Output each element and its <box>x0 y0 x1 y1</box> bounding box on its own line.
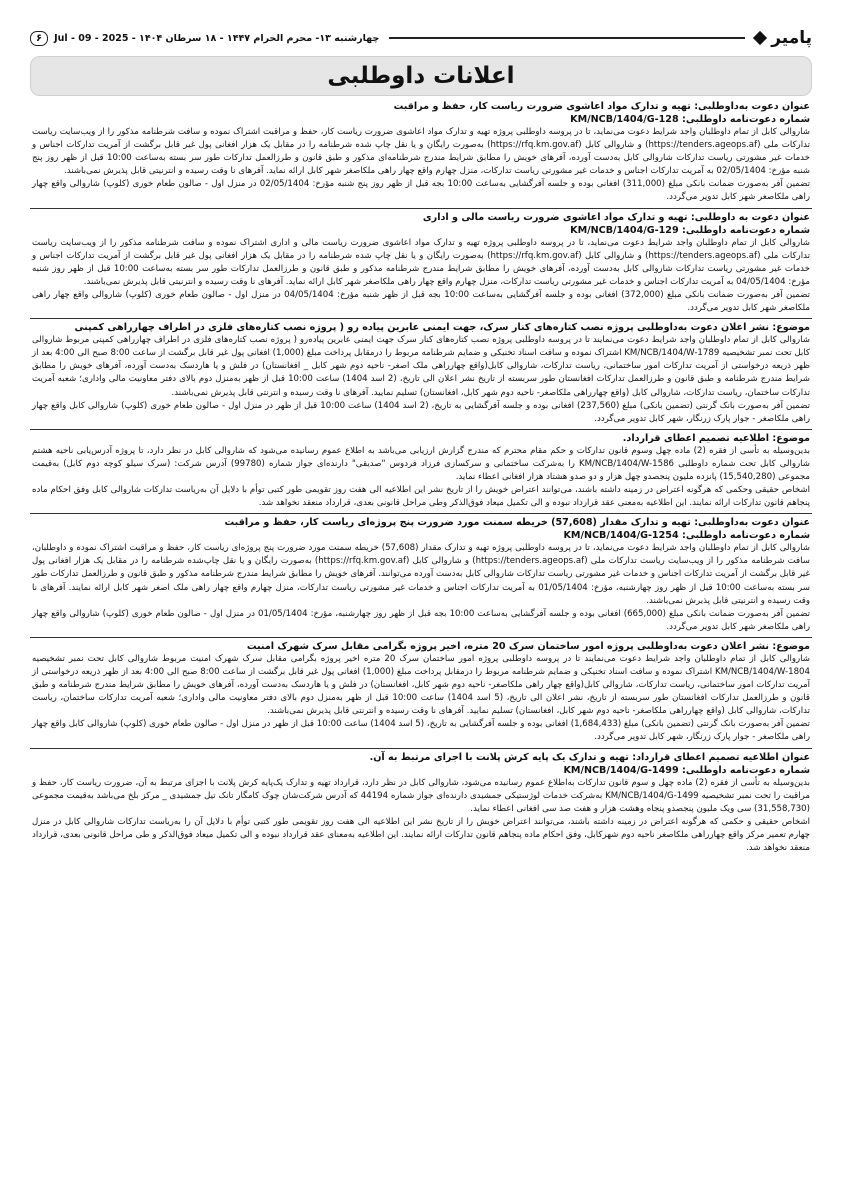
page-header <box>30 26 812 50</box>
notice-objection: اشخاص حقیقی و حکمی که هرگونه اعتراض در زمینه داشته باشند، می‌توانند اعتراض خویش را از تاریخ نشر این اطلاعیه الی هفت روز تقویمی طور کتبی توأم با دلایل آن را به‌ریاست تدارکات شاروالی کابل در منزل چهارم تعمیر مرکز واقع چهارراهی ملکاصغر ناحیه دوم شهرکابل، وفق احکام ماده پنجاهم قانون تدارکات ارائه نمایند. این اطلاعیه به‌معنای عقد قرارداد نبوده و الی تکمیل میعاد فوق‌الذکر و طی مراحل قانونی بعدی، قرارداد منعقد نخواهد شد. <box>32 816 810 854</box>
notice-reference: شماره دعوت‌نامه داوطلبی: KM/NCB/1404/G-129 <box>570 224 810 236</box>
notice-item <box>30 430 812 514</box>
notice-title: عنوان دعوت به داوطلبی: تهیه و تدارک مواد اعاشوی ضرورت ریاست مالی و اداری <box>422 211 810 223</box>
notice-guarantee: تضمین آفر به‌صورت بانک گرنتی (تضمین بانکی) مبلغ (237,560) افغانی بوده و جلسه آفرگشایی به تاریخ، (2 اسد 1404) ساعت 10:00 قبل از ظهر در منزل اول - صالون طعام خوری (کلوپ) شاروالی کابل واقع چهار راهی ملکاصغر - جوار پارک زرنگار، شهر کابل تدویر می‌گردد. <box>32 400 810 424</box>
date-text: چهارشنبه ۱۳- محرم الحرام ۱۴۴۷ - ۱۸ سرطان ۱۴۰۴ - Jul - 09 - 2025 <box>54 32 380 44</box>
notice-item <box>30 209 812 320</box>
notice-title: عنوان اطلاعیه تصمیم اعطای قرارداد: تهیه و تدارک یک پایه کرش پلانت با اجرای مرتبط به آن. <box>369 751 810 763</box>
notice-item <box>30 749 812 859</box>
header-dateline <box>30 31 379 46</box>
notice-guarantee: تضمین آفر به‌صورت ضمانت بانکی مبلغ (665,000) افغانی بوده و جلسه آفرگشایی به‌ساعت 10:00 بجه قبل از ظهر روز چهارشنبه، مؤرخ: 01/05/1404 در منزل اول - صالون طعام خوری (کلوپ) شاروالی واقع چهار راهی ملکاصغر شهر کابل تدویر می‌گردد. <box>32 608 810 632</box>
notice-title: عنوان دعوت به‌داوطلبی: تهیه و تدارک مقدار (57,608) خریطه سمنت مورد ضرورت پنج پروژه‌ای ریاست کار، حفظ و مراقبت <box>224 517 810 529</box>
notice-title: عنوان دعوت به‌داوطلبی: تهیه و تدارک مواد اعاشوی ضرورت ریاست کار، حفظ و مراقبت <box>393 101 810 112</box>
notice-item <box>30 319 812 430</box>
notice-body: شاروالی کابل از تمام داوطلبان واجد شرایط دعوت می‌نماید، تا در پروسه داوطلبی پروژه تهیه و تدارک مواد اعاشوی ضرورت ریاست مالی و اداری اشتراک نموده و سافت شرطنامه مذکور را از ویب‌سایت ریاست تدارکات ملی (https://tenders.ageops.af) و شاروالی کابل (https://rfq.km.gov.af) به‌صورت رایگان و یا نقل چاپ شده شرطنامه را در مقابل یک هزار افغانی پول غیر قابل برگشت از آمریت تدارکات اجناس و خدمات غیر مشورتی ریاست تدارکات شاروالی کابل به‌دست آورده، آفرهای خویش را مطابق شرایط مندرج شرطنامه مذکور و طبق قانون و طرزالعمل تدارکات طور سر بسته به‌ساعت 10:00 قبل از ظهر روز شنبه مؤرخ: 04/05/1404 به آمریت تدارکات اجناس و خدمات غیر مشورتی ریاست تدارکات، منزل چهارم واقع چهار راهی ملکاصغر شهر کابل ارائه نماید. آفرهای نا وقت رسیده و انترنیتی قابل پذیرش نمی‌باشند. <box>32 237 810 287</box>
notice-title: موضوع: نشر اعلان دعوت به‌داوطلبی پروژه نصب کتاره‌های کنار سرک، جهت ایمنی عابرین پیاده رو ( پروژه نصب کتاره‌های فلزی در اطراف چهارراهی کمپنی <box>74 322 810 334</box>
notice-objection: اشخاص حقیقی وحکمی که هرگونه اعتراض در زمینه داشته باشند، می‌توانند اعتراض خویش را از تاریخ نشر این اطلاعیه الی هفت روز تقویمی طور کتبی توأم با دلایل آن به‌ریاست تدارکات شاروالی کابل وفق احکام ماده پنجاهم قانون تدارکات ارائه نمایند. این اطلاعیه به‌معنی عقد قرارداد نبوده و الی تکمیل میعاد فوق‌الذکر وطی مراحل قانونی بعدی، قرارداد منعقد نخواهد شد. <box>32 485 810 509</box>
notice-body: بدین‌وسیله به تأسی از فقره (2) ماده چهل وسوم قانون تدارکات و حکم مقام محترم که مندرج گزارش ارزیابی می‌باشد به اطلاع عموم رسانیده می‌شود که شاروالی کابل در نظر دارد، تا پروژه آدرس‌یابی ناحیه هشتم شاروالی کابل تحت شماره داوطلبی KM/NCB/1404/W-1586 را به‌شرکت ساختمانی و سرکسازی فرزاد فردوس "صدیقی" دارنده‌ای جواز شماره (99780) آدرس شرکت: (سرک سیلو کوچه دوم کابل) به‌قیمت مجموعی (15,540,280) پانزده ملیون پنجصدو چهل هزار و دو صدو هشتاد هزار افغانی اعطاء نماید. <box>32 445 810 482</box>
section-banner <box>30 56 812 96</box>
notice-guarantee: تضمین آفر به‌صورت بانک گرنتی (تضمین بانکی) مبلغ (1,684,433) افغانی بوده و جلسه آفرگشایی به تاریخ، (5 اسد 1404) ساعت 10:00 قبل از ظهر در منزل اول - صالون طعام خوری (کلوپ) شاروالی کابل واقع چهار راهی ملکاصغر - جوار پارک زرنگار، شهر کابل تدویر می‌گردد. <box>32 719 810 743</box>
notice-item <box>30 638 812 749</box>
brand-diamond-icon <box>753 31 767 45</box>
notice-reference: شماره دعوت‌نامه داوطلبی: KM/NCB/1404/G-1499 <box>563 764 810 776</box>
newspaper-brand <box>755 28 812 48</box>
notice-title: موضوع: نشر اعلان دعوت به‌داوطلبی پروژه امور ساختمان سرک 20 متره، اخیر پروژه بگرامی مقابل سرک شهرک امنیت <box>246 640 810 652</box>
notice-reference: شماره دعوت‌نامه داوطلبی: KM/NCB/1404/G-128 <box>570 114 810 125</box>
section-title: اعلانات داوطلبی <box>327 63 515 89</box>
notice-body: بدین‌وسیله به تأسی از فقره (2) ماده چهل و سوم قانون تدارکات به‌اطلاع عموم رسانیده می‌شود، شاروالی کابل در نظر دارد، قرارداد تهیه و تدارک یک‌پایه کرش پلانت با اجزای مرتبط به آن، ضرورت ریاست کار، حفظ و مراقبت را تحت نمبر تشخیصیه KM/NCB/1404/G-1499 به‌شرکت خدمات لوژستیکی جمشیدی دارنده‌ای جواز شماره 44194 که آدرس شرکت‌شان چوک کامگار تانک تیل جمشیدی _ مرکز بلخ می‌باشد به‌قیمت مجموعی (31,558,730) سی ویک ملیون پنجصدو پنجاه وهشت هزار و هفت صد سی افغانی اعطاء نماید. <box>32 777 811 814</box>
brand-name: پامیر <box>771 28 812 48</box>
notice-body: شاروالی کابل از تمام داوطلبان واجد شرایط دعوت می‌نمایند تا در پروسه داوطلبی پروژه نصب کتاره‌های کنار سرک جهت ایمنی عابرین پیاده‌رو ( پروژه نصب کتاره‌های فلزی در اطراف چهارراهی کمپنی مربوط شاروالی کابل تحت نمبر تشخیصیه KM/NCB/1404/W-1789 اشتراک نموده و سافت اسناد تخنیکی و ضمایم شرطنامه مربوط را درمقابل پرداخت مبلغ (1,000) افغانی پول غیر قابل برگشت از ساعت 8:00 صبح الی 4:00 بعد از ظهر ذریعه درخواستی از آمریت تدارکات امور ساختمانی، ریاست تدارکات، شاروالی کابل(واقع چهارراهی ملک اصغر- ناحیه دوم شهر کابل _ افغانستان) در فلش و یا هاردسک به‌دست آورده، آفرهای خویش را مطابق شرایط مندرج شرطنامه و طبق قانون و طرزالعمل تدارکات افغانستان طور سربسته از تاریخ نشر اعلان الی تاریخ، (2 اسد 1404) ساعت 10:00 قبل از ظهر به‌منزل دوم بالای دفتر معاونیت مالی واداری؛ شعبه آمریت تدارکات ساختمان، ریاست تدارکات، شاروالی کابل (واقع چهارراهی ملکاصغر- ناحیه دوم شهر کابل، افغانستان) تسلیم نمایید. آفرهای نا وقت رسیده و انترنتی قابل پذیرش نمی‌باشند. <box>32 335 810 398</box>
notice-item <box>30 514 812 638</box>
notice-body: شاروالی کابل از تمام داوطلبان واجد شرایط دعوت می‌نماید، تا در پروسه داوطلبی پروژه تهیه و تدارک مقدار (57,608) خریطه سمنت مورد ضرورت پنج پروژه‌ای ریاست کار، حفظ و مراقبت اشتراک نموده و داوطلبان، سافت شرطنامه مذکور را از ویب‌سایت ریاست تدارکات ملی (https://tenders.ageops.af) و شاروالی کابل (https://rfq.km.gov.af) به‌صورت رایگان و یا نقل چاپ‌شده شرطنامه را در مقابل یک هزار افغانی پول غیر قابل برگشت از آمریت تدارکات اجناس و خدمات غیر مشورتی ریاست تدارکات شاروالی کابل به‌دست آورده می‌توانند. آفرهای خویش را مطابق شرایط مندرج شرطنامه مذکور و طبق قانون و طرزالعمل تدارکات طور سر بسته به‌ساعت 10:00 قبل از ظهر روز چهارشنبه، مؤرخ: 01/05/1404 به آمریت تدارکات اجناس و خدمات غیر مشورتی ریاست تدارکات، منزل چهارم واقع چهار راهی ملک اصغر شهر کابل ارائه نمایند. آفرهای نا وقت رسیده و انترنیتی قابل پذیرش نمی‌باشند. <box>32 543 810 606</box>
notice-reference: شماره دعوت‌نامه داوطلبی: KM/NCB/1404/G-1254 <box>563 530 810 542</box>
header-rule <box>389 37 745 39</box>
notice-guarantee: تضمین آفر به‌صورت ضمانت بانکی مبلغ (311,000) افغانی بوده و جلسه آفرگشایی به‌ساعت 10:00 بجه قبل از ظهر روز پنج شنبه مؤرخ: 02/05/1404 در منزل اول - صالون طعام خوری (کلوپ) شاروالی واقع چهار راهی ملکاصغر شهر کابل تدویر می‌گردد. <box>32 179 810 203</box>
page-number: ۶ <box>30 31 48 46</box>
notice-title: موضوع: اطلاعیه تصمیم اعطای قرارداد. <box>622 432 810 444</box>
notice-guarantee: تضمین آفر به‌صورت ضمانت بانکی مبلغ (372,000) افغانی بوده و جلسه آفرگشایی به‌ساعت 10:00 بجه قبل از ظهر شنبه مؤرخ: 04/05/1404 در منزل اول - صالون طعام خوری (کلوپ) شاروالی واقع چهار راهی ملکاصغر شهر کابل تدویر می‌گردد. <box>32 289 811 314</box>
notices-column <box>30 98 812 858</box>
notice-body: شاروالی کابل از تمام داوطلبان واجد شرایط دعوت می‌نمایند تا در پروسه داوطلبی پروژه امور ساختمان سرک 20 متره اخیر پروژه بگرامی مقابل سرک شهرک امنیت مربوط شاروالی کابل تحت نمبر تشخیصیه KM/NCB/1404/W-1804 اشتراک نموده و سافت اسناد تخنیکی و ضمایم شرطنامه مربوط را درمقابل پرداخت مبلغ (1,000) افغانی پول غیر قابل برگشت از ساعت 8:00 صبح الی 4:00 بعد از ظهر ذریعه درخواستی از آمریت تدارکات امور ساختمانی، ریاست تدارکات، شاروالی کابل(واقع چهار راهی ملکاصغر- ناحیه دوم شهر کابل، افغانستان) در فلش و یا هاردسک به‌دست آورده، آفرهای خویش را مطابق شرایط مندرج شرطنامه و طبق قانون و طرزالعمل تدارکات افغانستان طور سربسته از تاریخ، نشر اعلان الی تاریخ، (5 اسد 1404) ساعت 10:00 قبل از ظهر به‌منزل دوم بالای دفتر معاونیت مالی واداری؛ شعبه آمریت تدارکات ساختمان، ریاست تدارکات، شاروالی کابل (واقع چهارراهی ملکاصغر- ناحیه دوم شهر کابل، افغانستان) تسلیم نمایید. آفرهای نا وقت رسیده و انترنتی قابل پذیرش نمی‌باشند. <box>32 653 811 717</box>
notice-body: شاروالی کابل از تمام داوطلبان واجد شرایط دعوت می‌نماید، تا در پروسه داوطلبی پروژه تهیه و تدارک مواد اعاشوی ضرورت ریاست کار، حفظ و مراقبت اشتراک نموده و سافت شرطنامه مذکور را از ویب‌سایت ریاست تدارکات ملی (https://tenders.ageops.af) و شاروالی کابل (https://rfq.km.gov.af) به‌صورت رایگان و یا نقل چاپ شده شرطنامه را در مقابل یک هزار افغانی پول غیر قابل برگشت از آمریت تدارکات اجناس و خدمات غیر مشورتی ریاست تدارکات شاروالی کابل به‌دست آورده، آفرهای خویش را مطابق شرایط مندرج شرطنامه‌ای مذکور و طبق قانون و طرزالعمل تدارکات طور سر بسته به‌ساعت 10:00 قبل از ظهر روز پنج شنبه مؤرخ: 02/05/1404 به آمریت تدارکات اجناس و خدمات غیر مشورتی ریاست تدارکات، منزل چهارم واقع چهار راهی ملکاصغر شهر کابل ارائه نماید. آفرهای نا وقت رسیده و انترنیتی قابل پذیرش نمی‌باشند. <box>32 127 810 177</box>
notice-item <box>30 98 812 209</box>
